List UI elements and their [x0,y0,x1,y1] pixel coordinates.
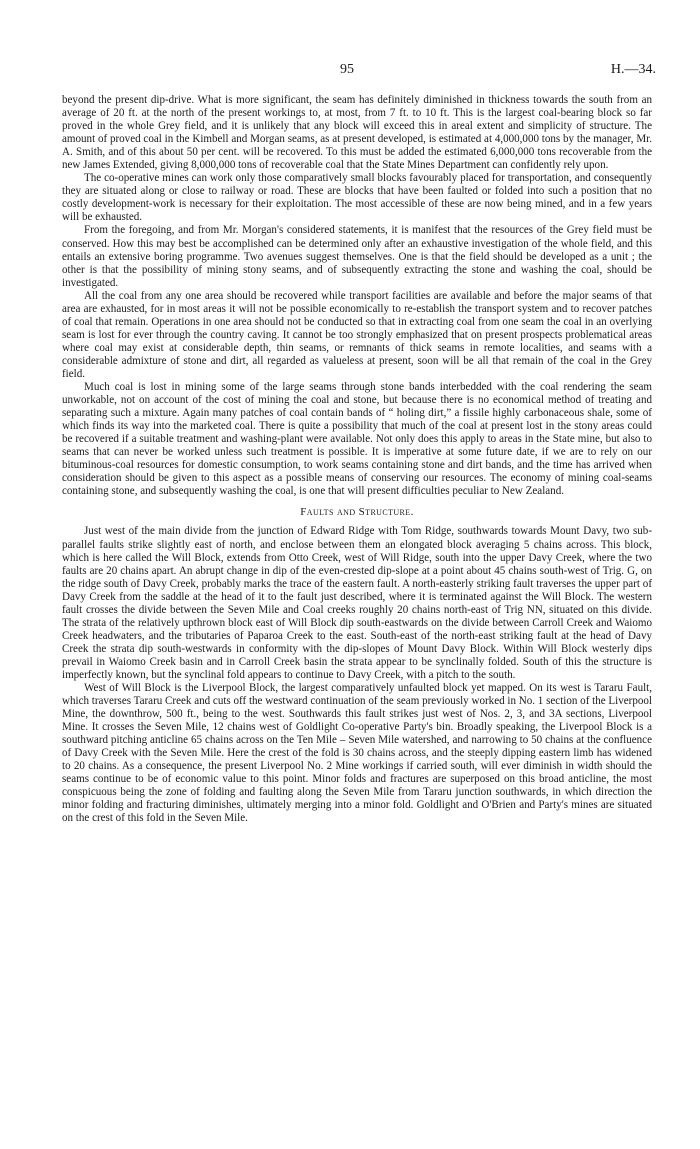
paragraph: Much coal is lost in mining some of the large seams through stone bands interbedded with the coal rendering the seam unworkable, not on account of the cost of mining the coal and stone, but because there is no economical method of treating and separating such a mixture. Again many patches of coal contain bands of “ holing dirt,” a fissile highly carbonaceous shale, some of which finds its way into the marketed coal. There is quite a possibility that much of the coal at present lost in the stony areas could be recovered if a suitable treatment and washing-plant were available. Not only does this apply to areas in the State mine, but also to seams that can never be worked unless such treatment is possible. It is imperative at some future date, if we are to rely on our bituminous-coal resources for domestic consumption, to work seams containing stone and dirt bands, and the time has arrived when consideration should be given to this aspect as a possible means of conserving our resources. The economy of mining coal-seams containing stone, and subsequently washing the coal, is one that will present difficulties peculiar to New Zealand. [62,381,652,498]
page-number: 95 [340,62,354,77]
page-header [0,62,700,78]
section-faults-and-structure [62,525,652,825]
page-reference: H.—34. [610,62,656,77]
section-heading: Faults and Structure. [300,506,414,519]
paragraph: Just west of the main divide from the junction of Edward Ridge with Tom Ridge, southwards towards Mount Davy, two sub-parallel faults strike slightly east of north, and enclose between them an elongated block averaging 5 chains across. This block, which is here called the Will Block, extends from Otto Creek, west of Will Ridge, south into the upper Davy Creek, where the two faults are 20 chains apart. An abrupt change in dip of the even-crested dip-slope at a point about 45 chains south-west of Trig. G, on the ridge south of Davy Creek, probably marks the trace of the eastern fault. A north-easterly striking fault traverses the upper part of Davy Creek from the saddle at the head of it to the fault just described, where it is terminated against the Will Block. The western fault crosses the divide between the Seven Mile and Coal creeks roughly 20 chains north-east of Trig NN, situated on this divide. The strata of the relatively upthrown block east of Will Block dip south-eastwards on the divide between Carroll Creek and Waiomo Creek headwaters, and the tributaries of Paparoa Creek to the east. South-east of the north-east striking fault at the head of Davy Creek the strata dip south-westwards in conformity with the dip-slopes of Mount Davy Block. Within Will Block westerly dips prevail in Waiomo Creek basin and in Carroll Creek basin the strata appear to be synclinally folded. South of this the structure is imperfectly known, but the synclinal fold appears to continue to Davy Creek, with a pitch to the south. [62,525,652,681]
paragraph: beyond the present dip-drive. What is more significant, the seam has definitely diminished in thickness towards the south from an average of 20 ft. at the north of the present workings to, at most, from 7 ft. to 10 ft. This is the largest coal-bearing block so far proved in the whole Grey field, and it is unlikely that any block will exceed this in areal extent and simplicity of structure. The amount of proved coal in the Kimbell and Morgan seams, as at present developed, is estimated at 4,000,000 tons by the manager, Mr. A. Smith, and of this about 50 per cent. will be recovered. To this must be added the estimated 6,000,000 tons recoverable from the new James Extended, giving 8,000,000 tons of recoverable coal that the State Mines Department can confidently rely upon. [62,94,652,172]
paragraph: The co-operative mines can work only those comparatively small blocks favourably placed for transportation, and consequently they are situated along or close to railway or road. These are blocks that have been faulted or folded into such a position that no costly development-work is necessary for their exploitation. The most accessible of these are now being mined, and in a few years will be exhausted. [62,172,652,224]
paragraph: All the coal from any one area should be recovered while transport facilities are available and before the major seams of that area are exhausted, for in most areas it will not be possible economically to re-establish the transport system and to recover patches of coal that remain. Operations in one area should not be conducted so that in extracting coal from one seam the coal in an overlying seam is lost for ever through the country caving. It cannot be too strongly emphasized that on present prospects problematical areas where coal may exist at considerable depth, thin seams, or remnants of thick seams in remote localities, and seams with a considerable admixture of stone and dirt, all regarded as valueless at present, soon will be all that remain of the coal in the Grey field. [62,289,652,380]
paragraph: West of Will Block is the Liverpool Block, the largest comparatively unfaulted block yet mapped. On its west is Tararu Fault, which traverses Tararu Creek and cuts off the westward continuation of the seam previously worked in No. 1 section of the Liverpool Mine, the downthrow, 500 ft., being to the west. Southwards this fault strikes just west of Nos. 2, 3, and 3A sections, Liverpool Mine. It crosses the Seven Mile, 12 chains west of Goldlight Co-operative Party's bin. Broadly speaking, the Liverpool Block is a southward pitching anticline 65 chains across on the Ten Mile – Seven Mile watershed, and narrowing to 50 chains at the confluence of Davy Creek with the Seven Mile. Here the crest of the fold is 30 chains across, and the steeply dipping eastern limb has widened to 20 chains. As a consequence, the present Liverpool No. 2 Mine workings if carried south, will ever diminish in width should the seams continue to be of economic value to this point. Minor folds and fractures are superposed on this broad anticline, the most conspicuous being the zone of folding and faulting along the Seven Mile from Tararu junction southwards, in which direction the minor folding and fracturing diminishes, ultimately merging into a minor fold. Goldlight and O'Brien and Party's mines are situated on the crest of this fold in the Seven Mile. [62,682,652,825]
paragraph: From the foregoing, and from Mr. Morgan's considered statements, it is manifest that the resources of the Grey field must be conserved. How this may best be accomplished can be determined only after an exhaustive investigation of the whole field, and this entails an extensive boring programme. Two avenues suggest themselves. One is that the field should be developed as a unit ; the other is that the possibility of mining stony seams, and of subsequently extracting the stone and washing the coal, should be investigated. [62,224,652,289]
page-body [62,94,652,826]
section-coal-resources [62,94,652,498]
